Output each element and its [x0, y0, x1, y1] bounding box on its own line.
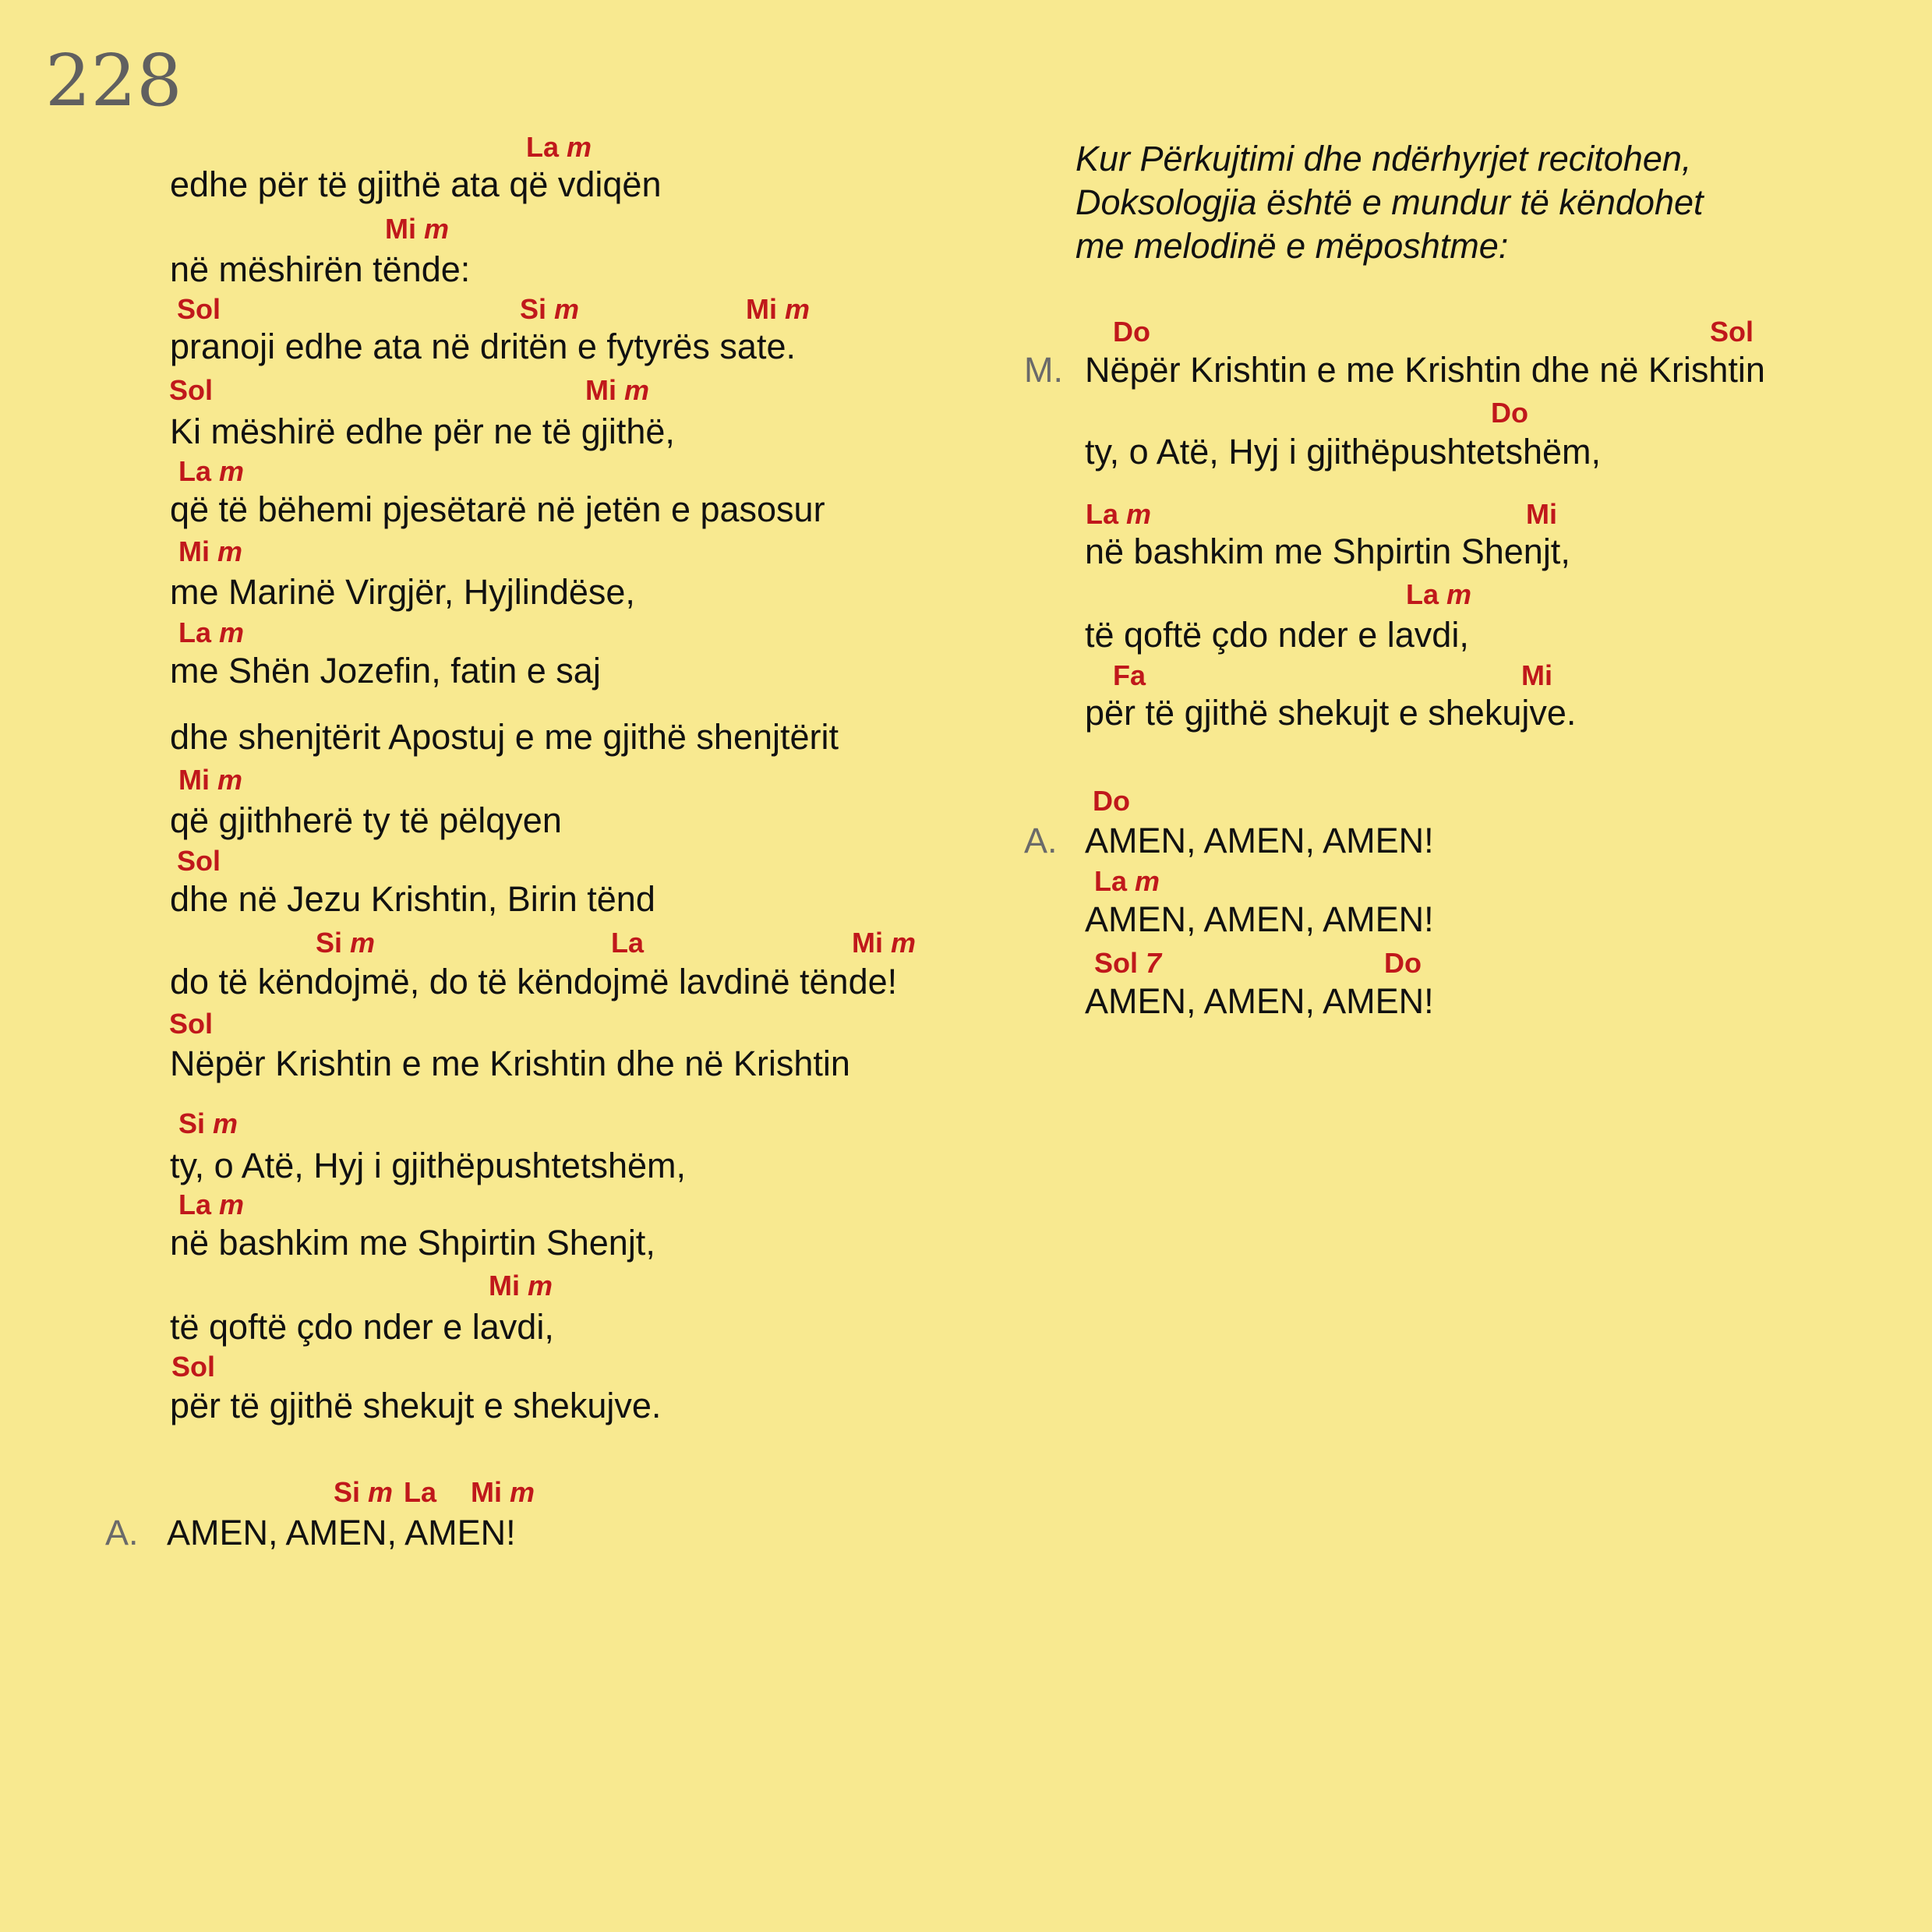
chord-label: Sol — [169, 374, 214, 406]
lyric-line: të qoftë çdo nder e lavdi, — [170, 1307, 554, 1347]
speaker-label-assembly: A. — [105, 1513, 139, 1552]
lyric-line: që gjithherë ty të pëlqyen — [170, 800, 562, 840]
chord-label: La m — [1406, 578, 1472, 610]
amen-line: AMEN, AMEN, AMEN! — [1085, 981, 1434, 1021]
amen-line: AMEN, AMEN, AMEN! — [167, 1513, 516, 1552]
lyric-line: për të gjithë shekujt e shekujve. — [170, 1386, 662, 1425]
chord-label: La m — [178, 1189, 245, 1220]
amen-line: AMEN, AMEN, AMEN! — [1085, 821, 1434, 860]
lyric-line: dhe shenjtërit Apostuj e me gjithë shenjtërit — [170, 717, 839, 757]
speaker-label-minister: M. — [1024, 350, 1063, 390]
chord-label: Sol — [1710, 316, 1754, 348]
chord-label: La m — [1086, 498, 1152, 530]
chord-label: La m — [178, 455, 245, 487]
chord-label: La — [611, 927, 645, 959]
rubric-instructions — [1075, 137, 1704, 268]
chord-label: Sol — [177, 845, 221, 877]
lyric-line: në bashkim me Shpirtin Shenjt, — [170, 1223, 655, 1263]
lyric-line: Nëpër Krishtin e me Krishtin dhe në Krishtin — [170, 1044, 850, 1083]
chord-label: Mi m — [471, 1476, 535, 1508]
chord-label: La — [404, 1476, 437, 1508]
lyric-line: pranoji edhe ata në dritën e fytyrës sate. — [170, 327, 796, 366]
chord-label: Mi m — [489, 1270, 553, 1302]
lyric-line: Nëpër Krishtin e me Krishtin dhe në Krishtin — [1085, 350, 1765, 390]
rubric-line: me melodinë e mëposhtme: — [1075, 226, 1509, 266]
lyric-line: ty, o Atë, Hyj i gjithëpushtetshëm, — [1085, 432, 1601, 472]
chord-label: Fa — [1113, 659, 1146, 691]
chord-label: Mi — [1526, 498, 1557, 530]
lyric-line: që të bëhemi pjesëtarë në jetën e pasosur — [170, 489, 825, 529]
chord-label: Do — [1384, 947, 1422, 979]
rubric-line: Kur Përkujtimi dhe ndërhyrjet recitohen, — [1075, 139, 1692, 178]
lyric-line: edhe për të gjithë ata që vdiqën — [170, 164, 662, 204]
chord-label: Do — [1113, 316, 1150, 348]
rubric-line: Doksologjia është e mundur të këndohet — [1075, 182, 1704, 222]
lyric-line: me Marinë Virgjër, Hyjlindëse, — [170, 572, 635, 612]
chord-label: Sol — [171, 1351, 216, 1383]
chord-label: Sol — [177, 293, 221, 325]
lyric-line: ty, o Atë, Hyj i gjithëpushtetshëm, — [170, 1146, 686, 1185]
chord-label: Si m — [520, 293, 580, 325]
lyric-line: për të gjithë shekujt e shekujve. — [1085, 693, 1577, 733]
chord-label: Si m — [178, 1107, 238, 1139]
chord-label: Mi m — [178, 535, 243, 567]
lyric-line: dhe në Jezu Krishtin, Birin tënd — [170, 879, 655, 919]
lyric-line: do të këndojmë, do të këndojmë lavdinë tënde! — [170, 962, 898, 1001]
speaker-label-assembly: A. — [1024, 821, 1058, 860]
chord-label: Si m — [334, 1476, 394, 1508]
lyric-line: me Shën Jozefin, fatin e saj — [170, 651, 601, 691]
lyric-line: Ki mëshirë edhe për ne të gjithë, — [170, 411, 675, 451]
amen-line: AMEN, AMEN, AMEN! — [1085, 899, 1434, 939]
chord-label: La m — [1094, 865, 1160, 897]
chord-label: La m — [178, 616, 245, 648]
chord-label: Mi m — [852, 927, 917, 959]
chord-label: Mi m — [385, 213, 450, 245]
page-number: 228 — [45, 39, 182, 122]
chord-label: Sol — [169, 1008, 214, 1040]
chord-label: Si m — [316, 927, 376, 959]
chord-label: La m — [526, 131, 592, 163]
lyric-line: në bashkim me Shpirtin Shenjt, — [1085, 532, 1570, 571]
lyric-line: të qoftë çdo nder e lavdi, — [1085, 615, 1469, 655]
chord-label: Sol 7 — [1094, 947, 1162, 979]
chord-label: Mi m — [585, 374, 650, 406]
chord-label: Mi m — [746, 293, 811, 325]
chord-label: Mi — [1521, 659, 1552, 691]
lyric-line: në mëshirën tënde: — [170, 249, 471, 289]
chord-label: Mi m — [178, 764, 243, 796]
chord-label: Do — [1491, 397, 1528, 429]
chord-label: Do — [1093, 785, 1130, 817]
